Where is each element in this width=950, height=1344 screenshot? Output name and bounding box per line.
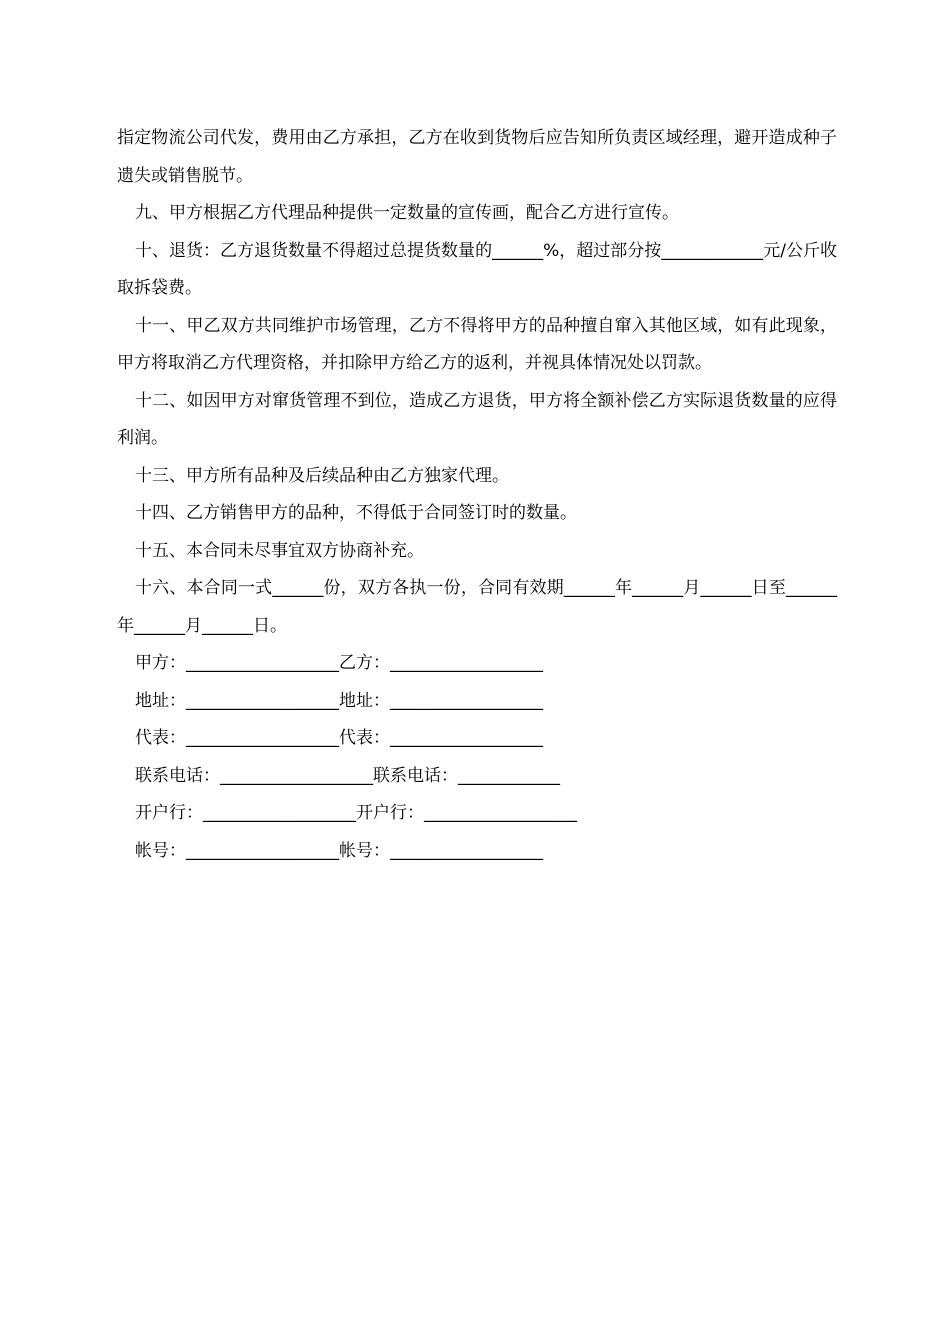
signature-bank-row: 开户行：__________________开户行：__________________: [135, 803, 577, 823]
contract-page: [117, 120, 837, 870]
clause-8-continuation: 指定物流公司代发，费用由乙方承担，乙方在收到货物后应告知所负责区域经理，避开造成种子遗失或销售脱节。: [117, 128, 837, 186]
clause-10: 十、退货：乙方退货数量不得超过总提货数量的______%，超过部分按____________元/公斤收取拆袋费。: [117, 240, 837, 298]
clause-12: 十二、如因甲方对窜货管理不到位，造成乙方退货，甲方将全额补偿乙方实际退货数量的应得利润。: [117, 390, 837, 448]
clause-16: 十六、本合同一式______份，双方各执一份，合同有效期______年______月______日至______年______月______日。: [117, 578, 837, 636]
signature-block: [117, 645, 837, 870]
clause-13: 十三、甲方所有品种及后续品种由乙方独家代理。: [135, 465, 509, 486]
clause-15: 十五、本合同未尽事宜双方协商补充。: [135, 540, 424, 561]
signature-phone-row: 联系电话：__________________联系电话：____________: [135, 765, 560, 786]
signature-party-row: 甲方：__________________乙方：__________________: [135, 653, 543, 673]
clause-14: 十四、乙方销售甲方的品种，不得低于合同签订时的数量。: [135, 503, 577, 523]
signature-address-row: 地址：__________________地址：__________________: [135, 690, 543, 711]
clause-9: 九、甲方根据乙方代理品种提供一定数量的宣传画，配合乙方进行宣传。: [135, 203, 679, 223]
signature-account-row: 帐号：__________________帐号：__________________: [135, 840, 543, 861]
clause-11: 十一、甲乙双方共同维护市场管理，乙方不得将甲方的品种擅自窜入其他区域，如有此现象，甲方将取消乙方代理资格，并扣除甲方给乙方的返利，并视具体情况处以罚款。: [117, 315, 837, 373]
signature-representative-row: 代表：__________________代表：__________________: [135, 728, 543, 748]
